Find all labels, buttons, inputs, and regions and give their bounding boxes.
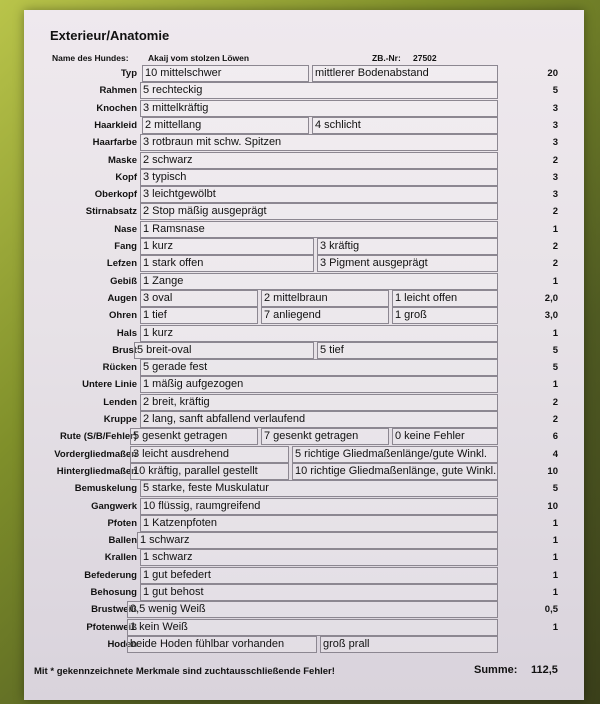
value-field[interactable]: 1 schwarz bbox=[140, 549, 498, 566]
value-field[interactable]: 0,5 wenig Weiß bbox=[127, 601, 498, 618]
row-label: Untere Linie bbox=[82, 379, 137, 391]
table-row bbox=[24, 255, 584, 272]
row-label: Nase bbox=[114, 223, 137, 235]
value-field[interactable]: 10 kräftig, parallel gestellt bbox=[130, 463, 289, 480]
value-field[interactable]: 1 Katzenpfoten bbox=[140, 515, 498, 532]
value-field[interactable]: groß prall bbox=[320, 636, 498, 653]
value-field[interactable]: 5 gesenkt getragen bbox=[130, 428, 258, 445]
row-label: Rahmen bbox=[99, 85, 137, 97]
row-score: 20 bbox=[547, 68, 558, 79]
table-row bbox=[24, 100, 584, 117]
row-score: 1 bbox=[552, 621, 558, 633]
row-label: Hoden bbox=[107, 638, 137, 650]
row-label: Brustweiß bbox=[91, 604, 137, 616]
row-score: 4 bbox=[552, 448, 558, 460]
value-field[interactable]: 3 Pigment ausgeprägt bbox=[317, 255, 498, 272]
row-score: 1 bbox=[552, 535, 558, 547]
row-score: 2 bbox=[552, 258, 558, 270]
row-label: Augen bbox=[107, 292, 137, 304]
table-row bbox=[24, 446, 584, 463]
value-field[interactable]: 1 schwarz bbox=[137, 532, 498, 549]
table-row bbox=[24, 411, 584, 428]
row-label: Befederung bbox=[84, 569, 137, 581]
table-row bbox=[24, 186, 584, 203]
row-label: Lefzen bbox=[106, 258, 137, 270]
value-field[interactable]: mittlerer Bodenabstand bbox=[312, 65, 498, 82]
value-field[interactable]: 2 lang, sanft abfallend verlaufend bbox=[140, 411, 498, 428]
row-label: Pfotenweiß bbox=[86, 621, 137, 633]
value-field[interactable]: 2 Stop mäßig ausgeprägt bbox=[140, 203, 498, 220]
table-row bbox=[24, 134, 584, 151]
value-field[interactable]: 1 kurz bbox=[140, 325, 498, 342]
table-row bbox=[24, 273, 584, 290]
row-label: Fang bbox=[114, 241, 137, 252]
table-row bbox=[24, 290, 584, 307]
value-field[interactable]: 1 mäßig aufgezogen bbox=[140, 376, 498, 393]
table-row bbox=[24, 65, 584, 82]
value-field[interactable]: 5 rechteckig bbox=[140, 82, 498, 99]
value-field[interactable]: 5 tief bbox=[317, 342, 498, 359]
table-row bbox=[24, 238, 584, 255]
value-field[interactable]: 4 schlicht bbox=[312, 117, 498, 134]
row-score: 2 bbox=[552, 206, 558, 218]
table-row bbox=[24, 532, 584, 549]
row-score: 5 bbox=[552, 344, 558, 356]
row-score: 1 bbox=[552, 552, 558, 564]
row-label: Kopf bbox=[115, 171, 137, 183]
value-field[interactable]: 1 groß bbox=[392, 307, 498, 324]
row-label: Gangwerk bbox=[91, 500, 137, 512]
row-score: 10 bbox=[547, 500, 558, 512]
value-field[interactable]: 2 mittellang bbox=[142, 117, 309, 134]
row-label: Ballen bbox=[108, 535, 137, 547]
row-score: 1 bbox=[552, 275, 558, 287]
table-row bbox=[24, 619, 584, 636]
row-label: Typ bbox=[120, 68, 137, 79]
table-row bbox=[24, 549, 584, 566]
table-row bbox=[24, 584, 584, 601]
row-label: Brust bbox=[112, 344, 137, 356]
row-label: Hals bbox=[116, 327, 137, 339]
row-label: Haarfarbe bbox=[92, 137, 137, 149]
row-label: Vordergliedmaßen bbox=[54, 448, 137, 460]
zb-number-label: ZB.-Nr: bbox=[372, 53, 401, 63]
row-label: Behosung bbox=[90, 587, 137, 598]
value-field[interactable]: 2 breit, kräftig bbox=[140, 394, 498, 411]
table-row bbox=[24, 307, 584, 324]
row-score: 3 bbox=[552, 102, 558, 114]
table-row bbox=[24, 221, 584, 238]
table-row bbox=[24, 480, 584, 497]
dog-name-value: Akaij vom stolzen Löwen bbox=[148, 53, 250, 63]
row-score: 2 bbox=[552, 241, 558, 252]
row-score: 6 bbox=[552, 431, 558, 443]
value-field[interactable]: 5 starke, feste Muskulatur bbox=[140, 480, 498, 497]
sum-value: 112,5 bbox=[531, 664, 558, 676]
row-score: 1 bbox=[552, 587, 558, 598]
table-row bbox=[24, 428, 584, 445]
value-field[interactable]: 10 flüssig, raumgreifend bbox=[140, 498, 498, 515]
zb-number-value: 27502 bbox=[413, 53, 437, 63]
table-row bbox=[24, 567, 584, 584]
value-field[interactable]: 3 mittelkräftig bbox=[140, 100, 498, 117]
row-label: Krallen bbox=[104, 552, 137, 564]
table-row bbox=[24, 325, 584, 342]
table-row bbox=[24, 463, 584, 480]
row-score: 3 bbox=[552, 119, 558, 131]
value-field[interactable]: 1 gut behost bbox=[140, 584, 498, 601]
table-row bbox=[24, 636, 584, 653]
value-field[interactable]: 3 rotbraun mit schw. Spitzen bbox=[140, 134, 498, 151]
row-label: Knochen bbox=[96, 102, 137, 114]
table-row bbox=[24, 152, 584, 169]
row-label: Lenden bbox=[103, 396, 137, 408]
value-field[interactable]: 7 anliegend bbox=[261, 307, 389, 324]
row-label: Hintergliedmaßen bbox=[56, 465, 137, 477]
row-score: 5 bbox=[552, 362, 558, 374]
value-field[interactable]: 10 mittelschwer bbox=[142, 65, 309, 82]
row-score: 1 bbox=[552, 327, 558, 339]
value-field[interactable]: 7 gesenkt getragen bbox=[261, 428, 389, 445]
row-label: Oberkopf bbox=[94, 189, 137, 201]
row-score: 2 bbox=[552, 154, 558, 166]
value-field[interactable]: 1 Ramsnase bbox=[140, 221, 498, 238]
row-label: Stirnabsatz bbox=[85, 206, 137, 218]
value-field[interactable]: 0 keine Fehler bbox=[392, 428, 498, 445]
value-field[interactable]: 2 schwarz bbox=[140, 152, 498, 169]
value-field[interactable]: 3 typisch bbox=[140, 169, 498, 186]
value-field[interactable]: 10 richtige Gliedmaßenlänge, gute Winkl. bbox=[292, 463, 498, 480]
row-label: Maske bbox=[107, 154, 137, 166]
value-field[interactable]: beide Hoden fühlbar vorhanden bbox=[127, 636, 317, 653]
row-score: 10 bbox=[547, 465, 558, 477]
sum-label: Summe: bbox=[474, 664, 518, 676]
value-field[interactable]: 1 tief bbox=[140, 307, 258, 324]
value-field[interactable]: 1 leicht offen bbox=[392, 290, 498, 307]
row-label: Pfoten bbox=[107, 517, 137, 529]
row-score: 2 bbox=[552, 414, 558, 425]
value-field[interactable]: 5 gerade fest bbox=[140, 359, 498, 376]
row-score: 1 bbox=[552, 569, 558, 581]
table-row bbox=[24, 169, 584, 186]
value-field[interactable]: 5 breit-oval bbox=[134, 342, 314, 359]
row-score: 1 bbox=[552, 379, 558, 391]
row-score: 2 bbox=[552, 396, 558, 408]
table-row bbox=[24, 342, 584, 359]
row-score: 1 bbox=[552, 517, 558, 529]
value-field[interactable]: 3 leicht ausdrehend bbox=[130, 446, 289, 463]
table-row bbox=[24, 203, 584, 220]
page-title: Exterieur/Anatomie bbox=[50, 28, 170, 43]
value-field[interactable]: 1 kurz bbox=[140, 238, 314, 255]
row-label: Rücken bbox=[102, 362, 137, 374]
row-score: 3 bbox=[552, 189, 558, 201]
value-field[interactable]: 1 gut befedert bbox=[140, 567, 498, 584]
row-label: Haarkleid bbox=[94, 119, 137, 131]
row-score: 5 bbox=[552, 483, 558, 495]
table-row bbox=[24, 82, 584, 99]
value-field[interactable]: 3 leichtgewölbt bbox=[140, 186, 498, 203]
dog-name-label: Name des Hundes: bbox=[52, 53, 129, 63]
row-label: Gebiß bbox=[110, 275, 137, 287]
row-score: 3 bbox=[552, 171, 558, 183]
row-score: 2,0 bbox=[544, 292, 558, 304]
table-row bbox=[24, 359, 584, 376]
table-row bbox=[24, 117, 584, 134]
row-label: Bemuskelung bbox=[74, 483, 137, 495]
value-field[interactable]: 2 mittelbraun bbox=[261, 290, 389, 307]
row-score: 1 bbox=[552, 223, 558, 235]
row-label: Ohren bbox=[109, 310, 137, 322]
row-score: 5 bbox=[552, 85, 558, 97]
table-row bbox=[24, 601, 584, 618]
footer-note: Mit * gekennzeichnete Merkmale sind zuchtausschließende Fehler! bbox=[34, 666, 335, 677]
value-field[interactable]: 1 stark offen bbox=[140, 255, 314, 272]
value-field[interactable]: 5 richtige Gliedmaßenlänge/gute Winkl. bbox=[292, 446, 498, 463]
row-score: 3,0 bbox=[544, 310, 558, 322]
row-label: Kruppe bbox=[103, 414, 137, 425]
table-row bbox=[24, 376, 584, 393]
value-field[interactable]: 3 oval bbox=[140, 290, 258, 307]
value-field[interactable]: 1 kein Weiß bbox=[127, 619, 498, 636]
row-label: Rute (S/B/Fehler) bbox=[59, 431, 137, 443]
table-row bbox=[24, 394, 584, 411]
table-row bbox=[24, 515, 584, 532]
row-score: 3 bbox=[552, 137, 558, 149]
value-field[interactable]: 1 Zange bbox=[140, 273, 498, 290]
document-page bbox=[24, 10, 584, 700]
value-field[interactable]: 3 kräftig bbox=[317, 238, 498, 255]
table-row bbox=[24, 498, 584, 515]
row-score: 0,5 bbox=[544, 604, 558, 616]
